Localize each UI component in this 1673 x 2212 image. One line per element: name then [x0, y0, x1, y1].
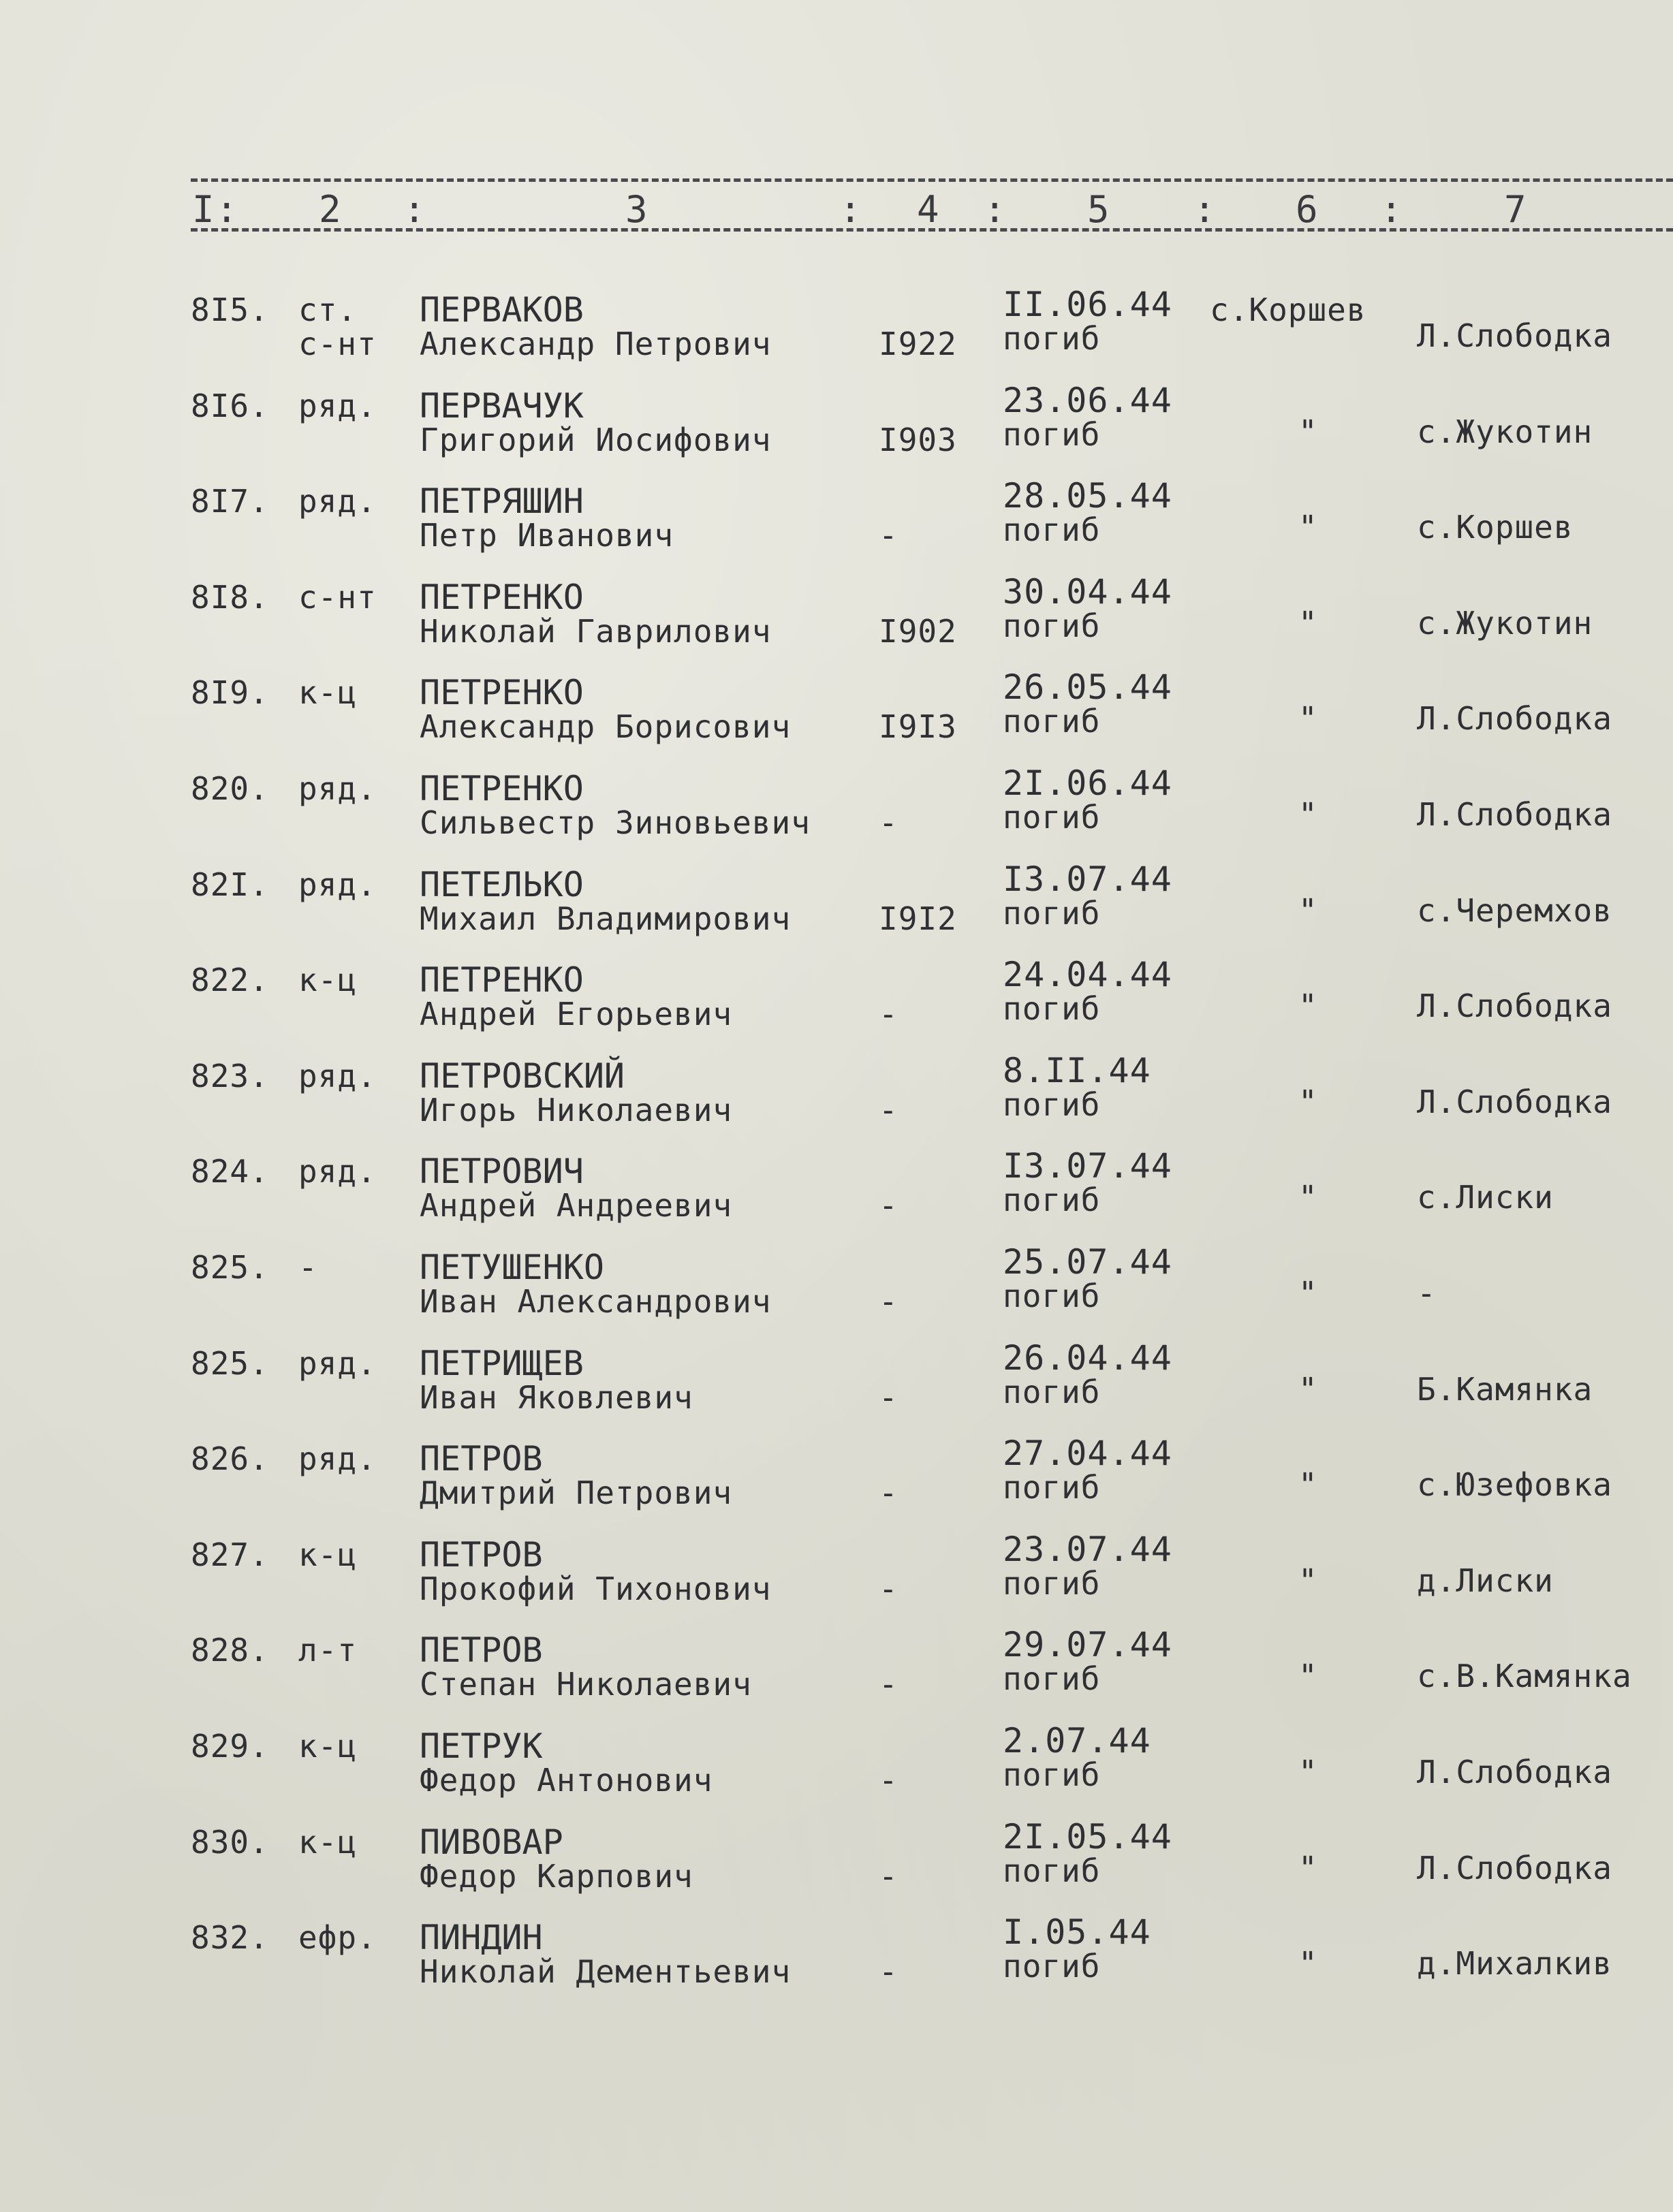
record-status: погиб: [1003, 1948, 1101, 1985]
record-rank: ефр.: [298, 1919, 377, 1956]
record-ditto-mark: ": [1298, 700, 1318, 737]
record-given-names: Александр Борисович: [420, 708, 792, 745]
header-col-5: 5: [1087, 188, 1111, 231]
record-ditto-mark: ": [1298, 413, 1318, 450]
record-rank: к-ц: [298, 674, 358, 711]
record-surname: ПЕРВАЧУК: [420, 386, 584, 426]
record-birth-year: I9I2: [879, 900, 957, 937]
record-number: 820.: [191, 770, 269, 807]
record-number: 823.: [191, 1058, 269, 1094]
record-given-names: Степан Николаевич: [420, 1666, 752, 1703]
record-status: погиб: [1003, 1086, 1101, 1123]
record-status: погиб: [1003, 990, 1101, 1027]
record-birth-year: I9I3: [879, 708, 957, 745]
record-burial-place: Б.Камянка: [1417, 1371, 1593, 1408]
record-number: 825.: [191, 1249, 269, 1286]
record-burial-place: д.Михалкив: [1417, 1945, 1612, 1982]
record-status: погиб: [1003, 1852, 1101, 1889]
record-number: 827.: [191, 1536, 269, 1573]
record-number: 826.: [191, 1440, 269, 1477]
record-status: погиб: [1003, 1565, 1101, 1602]
record-birth-year: -: [879, 517, 898, 554]
record-date: 23.06.44: [1003, 381, 1172, 420]
record-number: 832.: [191, 1919, 269, 1956]
record-ditto-mark: ": [1298, 1945, 1318, 1982]
record-burial-place: Л.Слободка: [1417, 700, 1612, 737]
record-birth-year: -: [879, 1570, 898, 1607]
table-row: [0, 572, 1673, 670]
record-number: 82I.: [191, 866, 269, 903]
record-birth-year: -: [879, 1092, 898, 1128]
record-given-names: Дмитрий Петрович: [420, 1474, 733, 1511]
record-rank: ст.: [298, 291, 358, 328]
record-number: 8I5.: [191, 291, 269, 328]
table-row: [0, 1817, 1673, 1915]
table-row: [0, 955, 1673, 1053]
record-date: 2I.06.44: [1003, 763, 1172, 803]
record-number: 8I8.: [191, 579, 269, 616]
record-given-names: Николай Гаврилович: [420, 613, 772, 650]
record-given-names: Николай Дементьевич: [420, 1953, 792, 1990]
record-ditto-mark: ": [1298, 605, 1318, 642]
record-date: I.05.44: [1003, 1912, 1151, 1952]
record-date: II.06.44: [1003, 285, 1172, 324]
table-row: [0, 1532, 1673, 1628]
record-status: погиб: [1003, 416, 1101, 453]
record-ditto-mark: ": [1298, 1179, 1318, 1216]
record-ditto-mark: ": [1298, 796, 1318, 833]
record-rank: ряд.: [298, 1153, 377, 1190]
record-surname: ПИНДИН: [420, 1918, 543, 1957]
record-status: погиб: [1003, 1660, 1101, 1697]
record-date: I3.07.44: [1003, 859, 1172, 899]
record-date: 30.04.44: [1003, 572, 1172, 612]
record-surname: ПЕТРОВСКИЙ: [420, 1056, 625, 1096]
record-rank-secondary: с-нт: [298, 326, 377, 362]
record-status: погиб: [1003, 703, 1101, 740]
record-birth-year: -: [879, 1858, 898, 1895]
record-rank: к-ц: [298, 962, 358, 998]
table-row: [0, 1721, 1673, 1819]
record-date: 2.07.44: [1003, 1721, 1151, 1760]
table-row: [0, 1146, 1673, 1244]
table-row: [0, 287, 1673, 383]
record-burial-place: Л.Слободка: [1417, 1084, 1612, 1120]
record-given-names: Петр Иванович: [420, 517, 674, 554]
record-burial-place: с.Черемхов: [1417, 892, 1612, 929]
record-given-names: Игорь Николаевич: [420, 1092, 733, 1128]
record-surname: ПЕТРОВ: [420, 1535, 543, 1575]
header-col-3: 3: [625, 188, 649, 231]
record-date: 8.II.44: [1003, 1051, 1151, 1090]
record-status: погиб: [1003, 1374, 1101, 1410]
record-surname: ПЕРВАКОВ: [420, 290, 584, 330]
record-ditto-mark: ": [1298, 892, 1318, 929]
record-birth-year: -: [879, 1283, 898, 1320]
table-row: [0, 763, 1673, 862]
record-surname: ПЕТЕЛЬКО: [420, 865, 584, 904]
record-number: 824.: [191, 1153, 269, 1190]
record-birth-year: -: [879, 996, 898, 1032]
record-number: 822.: [191, 962, 269, 998]
record-date: 23.07.44: [1003, 1530, 1172, 1569]
record-number: 829.: [191, 1728, 269, 1765]
record-surname: ПЕТУШЕНКО: [420, 1248, 604, 1287]
header-col-6: 6: [1296, 188, 1319, 231]
record-rank: к-ц: [298, 1536, 358, 1573]
header-col-7: 7: [1504, 188, 1528, 231]
header-separator: :: [839, 188, 862, 231]
record-given-names: Иван Александрович: [420, 1283, 772, 1320]
table-row: [0, 667, 1673, 765]
header-separator: :: [1193, 188, 1216, 231]
record-surname: ПЕТРЯШИН: [420, 481, 584, 521]
table-row: [0, 1912, 1673, 2010]
record-surname: ПЕТРЕНКО: [420, 960, 584, 1000]
header-separator: :: [403, 188, 426, 231]
record-burial-place: д.Лиски: [1417, 1562, 1554, 1599]
record-date: I3.07.44: [1003, 1146, 1172, 1186]
table-row: [0, 1338, 1673, 1436]
record-birth-year: I903: [879, 422, 957, 458]
record-rank: ряд.: [298, 1058, 377, 1094]
record-status: погиб: [1003, 1182, 1101, 1218]
record-given-names: Федор Карпович: [420, 1858, 693, 1895]
record-burial-place: с.Лиски: [1417, 1179, 1554, 1216]
record-birth-year: -: [879, 1666, 898, 1703]
record-rank: ряд.: [298, 388, 377, 424]
record-birth-year: -: [879, 804, 898, 841]
record-number: 830.: [191, 1824, 269, 1861]
record-birth-year: -: [879, 1379, 898, 1416]
record-status: погиб: [1003, 799, 1101, 836]
record-surname: ПИВОВАР: [420, 1822, 563, 1862]
record-date: 24.04.44: [1003, 955, 1172, 994]
record-burial-place: с.Жукотин: [1417, 413, 1593, 450]
record-burial-place: Л.Слободка: [1417, 796, 1612, 833]
record-date: 27.04.44: [1003, 1434, 1172, 1473]
record-birth-year: -: [879, 1762, 898, 1799]
record-rank: ряд.: [298, 866, 377, 903]
header-col-1: I:: [192, 188, 240, 231]
record-number: 8I6.: [191, 388, 269, 424]
record-status: погиб: [1003, 511, 1101, 548]
table-row: [0, 1051, 1673, 1149]
table-row: [0, 1436, 1673, 1532]
record-surname: ПЕТРОВ: [420, 1630, 543, 1670]
record-number: 828.: [191, 1632, 269, 1669]
record-date: 26.04.44: [1003, 1338, 1172, 1378]
record-ditto-mark: ": [1298, 1658, 1318, 1694]
record-ditto-mark: ": [1298, 1562, 1318, 1599]
record-burial-place: Л.Слободка: [1417, 1754, 1612, 1790]
record-birth-year: -: [879, 1953, 898, 1990]
table-row: [0, 859, 1673, 958]
record-ditto-mark: ": [1298, 1371, 1318, 1408]
record-date: 29.07.44: [1003, 1625, 1172, 1664]
record-rank: ряд.: [298, 483, 377, 520]
record-burial-place: Л.Слободка: [1417, 317, 1612, 354]
table-row: [0, 1625, 1673, 1723]
record-ditto-mark: ": [1298, 1275, 1318, 1312]
record-burial-place: -: [1417, 1275, 1437, 1312]
record-given-names: Андрей Андреевич: [420, 1187, 733, 1224]
record-number: 8I7.: [191, 483, 269, 520]
table-row: [0, 1242, 1673, 1340]
record-birth-year: -: [879, 1474, 898, 1511]
record-burial-place: Л.Слободка: [1417, 1850, 1612, 1886]
record-status: погиб: [1003, 1469, 1101, 1506]
header-separator: :: [1380, 188, 1403, 231]
record-rank: л-т: [298, 1632, 358, 1669]
record-status: погиб: [1003, 895, 1101, 932]
record-rank: ряд.: [298, 770, 377, 807]
record-status: погиб: [1003, 607, 1101, 644]
record-given-names: Сильвестр Зиновьевич: [420, 804, 811, 841]
record-surname: ПЕТРЕНКО: [420, 673, 584, 712]
record-number: 8I9.: [191, 674, 269, 711]
record-number: 825.: [191, 1345, 269, 1382]
record-ditto-mark: ": [1298, 1084, 1318, 1120]
record-burial-place: с.В.Камянка: [1417, 1658, 1632, 1694]
record-burial-place: Л.Слободка: [1417, 988, 1612, 1024]
record-rank: с-нт: [298, 579, 377, 616]
table-row: [0, 476, 1673, 574]
record-rank: -: [298, 1249, 318, 1286]
record-date: 26.05.44: [1003, 667, 1172, 707]
record-rank: к-ц: [298, 1824, 358, 1861]
record-ditto-mark: ": [1298, 1850, 1318, 1886]
record-burial-place: с.Жукотин: [1417, 605, 1593, 642]
record-surname: ПЕТРЕНКО: [420, 769, 584, 808]
record-date: 25.07.44: [1003, 1242, 1172, 1282]
record-surname: ПЕТРОВ: [420, 1439, 543, 1479]
record-ditto-mark: ": [1298, 988, 1318, 1024]
record-status: погиб: [1003, 1756, 1101, 1793]
record-given-names: Федор Антонович: [420, 1762, 713, 1799]
record-surname: ПЕТРУК: [420, 1726, 543, 1766]
header-col-4: 4: [917, 188, 941, 231]
record-given-names: Григорий Иосифович: [420, 422, 772, 458]
record-burial-place: с.Коршев: [1417, 509, 1574, 546]
record-rank: ряд.: [298, 1345, 377, 1382]
record-rank: ряд.: [298, 1440, 377, 1477]
table-row: [0, 383, 1673, 479]
record-birth-year: I922: [879, 326, 957, 362]
record-given-names: Андрей Егорьевич: [420, 996, 733, 1032]
record-burial-place: с.Юзефовка: [1417, 1466, 1612, 1503]
record-birth-year: I902: [879, 613, 957, 650]
record-surname: ПЕТРОВИЧ: [420, 1152, 584, 1191]
record-given-names: Прокофий Тихонович: [420, 1570, 772, 1607]
record-surname: ПЕТРЕНКО: [420, 578, 584, 617]
header-separator: :: [984, 188, 1006, 231]
record-given-names: Александр Петрович: [420, 326, 772, 362]
record-rank: к-ц: [298, 1728, 358, 1765]
record-ditto-mark: ": [1298, 509, 1318, 546]
record-ditto-mark: ": [1298, 1466, 1318, 1503]
record-given-names: Михаил Владимирович: [420, 900, 792, 937]
record-ditto-mark: ": [1298, 1754, 1318, 1790]
record-given-names: Иван Яковлевич: [420, 1379, 693, 1416]
record-status: погиб: [1003, 320, 1101, 357]
record-date: 2I.05.44: [1003, 1817, 1172, 1856]
record-place-of-death: с.Коршев: [1210, 291, 1366, 328]
record-status: погиб: [1003, 1278, 1101, 1314]
record-birth-year: -: [879, 1187, 898, 1224]
record-surname: ПЕТРИЩЕВ: [420, 1344, 584, 1383]
record-date: 28.05.44: [1003, 476, 1172, 516]
header-col-2: 2: [319, 188, 343, 231]
